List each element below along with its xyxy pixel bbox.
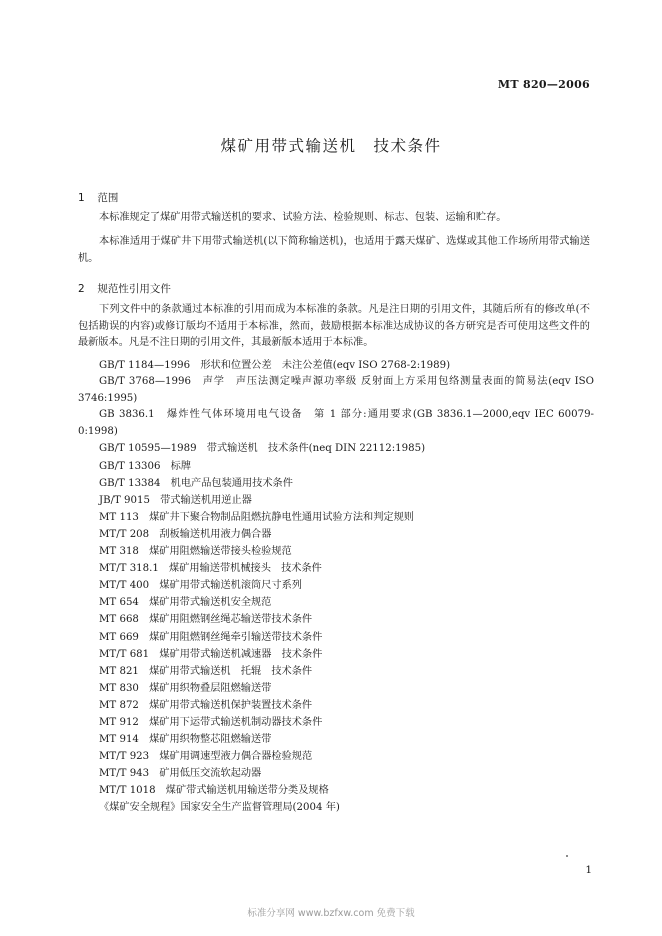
document-title: 煤矿用带式输送机 技术条件 xyxy=(220,137,442,155)
reference-item: MT 668 煤矿用阻燃钢丝绳芯输送带技术条件 xyxy=(99,614,313,626)
reference-item: MT 669 煤矿用阻燃钢丝绳牵引输送带技术条件 xyxy=(99,631,323,643)
section-1-paragraph-1: 本标准规定了煤矿用带式输送机的要求、试验方法、检验规则、标志、包装、运输和贮存。 xyxy=(99,212,507,223)
reference-item: GB/T 13306 标牌 xyxy=(99,460,192,472)
reference-item: MT/T 208 刮板输送机用液力偶合器 xyxy=(99,528,272,540)
reference-item: GB/T 10595—1989 带式输送机 技术条件(neq DIN 22112:1985) xyxy=(99,443,426,455)
reference-item: GB/T 3768—1996 声学 声压法测定噪声源功率级 反射面上方采用包络测量表面的简易法(eqv ISO 3746:1995) xyxy=(78,376,594,404)
reference-item: MT/T 681 煤矿用带式输送机减速器 技术条件 xyxy=(99,648,323,660)
footer-watermark: 标准分享网 www.bzfxw.com 免费下载 xyxy=(247,908,415,919)
scan-speck xyxy=(566,855,568,857)
reference-item: MT/T 923 煤矿用调速型液力偶合器检验规范 xyxy=(99,751,313,763)
reference-item: GB/T 13384 机电产品包装通用技术条件 xyxy=(99,477,293,489)
reference-item: MT/T 400 煤矿用带式输送机滚筒尺寸系列 xyxy=(99,580,302,592)
section-1-number: 1 xyxy=(78,192,85,204)
section-2-number: 2 xyxy=(78,283,85,295)
section-1-heading xyxy=(78,190,118,205)
reference-item: MT 914 煤矿用织物整芯阻燃输送带 xyxy=(99,734,272,746)
section-1-title: 范围 xyxy=(97,192,119,204)
reference-item: 《煤矿安全规程》国家安全生产监督管理局(2004 年) xyxy=(99,802,340,814)
page-number: 1 xyxy=(585,864,592,876)
reference-item: MT 654 煤矿用带式输送机安全规范 xyxy=(99,597,272,609)
section-2-heading xyxy=(78,281,171,296)
reference-list xyxy=(78,357,594,817)
reference-item: GB/T 1184—1996 形状和位置公差 未注公差值(eqv ISO 2768-2:1989) xyxy=(99,360,451,371)
reference-item: MT 872 煤矿用带式输送机保护装置技术条件 xyxy=(99,699,313,711)
section-2-intro: 下列文件中的条款通过本标准的引用而成为本标准的条款。凡是注日期的引用文件，其随后所有的修改单(不包括勘误的内容)或修订版均不适用于本标准，然而，鼓励根据本标准达成协议的各方研究是否可使用这些文件的最新版本。凡是不注日期的引用文件，其最新版本适用于本标准。 xyxy=(78,304,590,348)
reference-item: MT/T 318.1 煤矿用输送带机械接头 技术条件 xyxy=(99,563,322,575)
reference-item: MT 830 煤矿用织物叠层阻燃输送带 xyxy=(99,682,272,694)
section-1-paragraph-2: 本标准适用于煤矿井下用带式输送机(以下简称输送机)，也适用于露天煤矿、选煤或其他工作场所用带式输送机。 xyxy=(78,236,590,264)
reference-item: GB 3836.1 爆炸性气体环境用电气设备 第 1 部分:通用要求(GB 3836.1—2000,eqv IEC 60079-0:1998) xyxy=(78,409,594,437)
reference-item: JB/T 9015 带式输送机用逆止器 xyxy=(99,494,252,506)
reference-item: MT/T 943 矿用低压交流软起动器 xyxy=(99,768,262,780)
reference-item: MT 318 煤矿用阻燃输送带接头检验规范 xyxy=(99,546,292,558)
standard-code: MT 820—2006 xyxy=(497,78,590,91)
reference-item: MT 912 煤矿用下运带式输送机制动器技术条件 xyxy=(99,716,323,728)
reference-item: MT 821 煤矿用带式输送机 托辊 技术条件 xyxy=(99,665,313,677)
section-2-title: 规范性引用文件 xyxy=(97,283,171,295)
reference-item: MT/T 1018 煤矿带式输送机用输送带分类及规格 xyxy=(99,785,329,797)
reference-item: MT 113 煤矿井下聚合物制品阻燃抗静电性通用试验方法和判定规则 xyxy=(99,511,414,523)
